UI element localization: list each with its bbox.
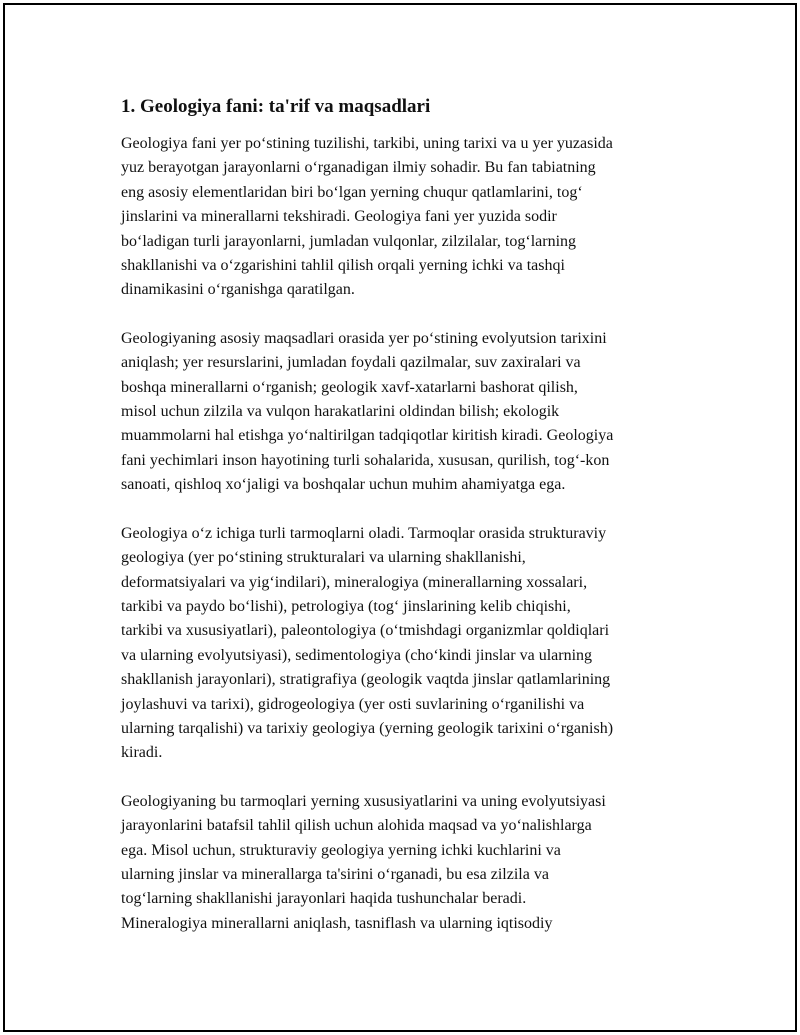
paragraph-spacer [121,303,691,327]
text-line: ega. Misol uchun, strukturaviy geologiya yerning ichki kuchlarini va [121,841,561,859]
text-line: Mineralogiya minerallarni aniqlash, tasniflash va ularning iqtisodiy [121,914,553,932]
paragraph-branch-goals [121,790,691,936]
text-line: tog‘larning shakllanishi jarayonlari haqida tushunchalar beradi. [121,890,527,908]
document-body [121,95,691,936]
text-line: eng asosiy elementlaridan biri bo‘lgan yerning chuqur qatlamlarini, tog‘ [121,183,583,201]
text-line: dinamikasini o‘rganishga qaratilgan. [121,281,355,299]
document-page [3,3,797,1032]
text-line: geologiya (yer po‘stining strukturalari va ularning shakllanishi, [121,549,526,567]
text-line: va ularning evolyutsiyasi), sedimentologiya (cho‘kindi jinslar va ularning [121,646,593,664]
text-line: boshqa minerallarni o‘rganish; geologik xavf-xatarlarni bashorat qilish, [121,378,578,396]
paragraph-goals [121,327,691,498]
text-line: jarayonlarini batafsil tahlil qilish uchun alohida maqsad va yo‘nalishlarga [121,817,592,835]
text-line: shakllanish jarayonlari), stratigrafiya (geologik vaqtda jinslar qatlamlarining [121,671,611,689]
text-line: Geologiyaning asosiy maqsadlari orasida yer po‘stining evolyutsion tarixini [121,329,607,347]
text-line: bo‘ladigan turli jarayonlarni, jumladan vulqonlar, zilzilalar, tog‘larning [121,232,577,250]
text-line: deformatsiyalari va yig‘indilari), mineralogiya (minerallarning xossalari, [121,573,588,591]
text-line: yuz berayotgan jarayonlarni o‘rganadigan ilmiy sohadir. Bu fan tabiatning [121,159,596,177]
paragraph-spacer [121,498,691,522]
section-heading: 1. Geologiya fani: ta'rif va maqsadlari [121,96,431,117]
text-line: ularning tarqalishi) va tarixiy geologiya (yerning geologik tarixini o‘rganish) [121,719,614,737]
text-line: kiradi. [121,744,163,762]
paragraph-branches [121,522,691,766]
text-line: Geologiyaning bu tarmoqlari yerning xususiyatlarini va uning evolyutsiyasi [121,792,606,810]
text-line: Geologiya o‘z ichiga turli tarmoqlarni oladi. Tarmoqlar orasida strukturaviy [121,524,607,542]
text-line: shakllanishi va o‘zgarishini tahlil qilish orqali yerning ichki va tashqi [121,257,565,275]
text-line: misol uchun zilzila va vulqon harakatlarini oldindan bilish; ekologik [121,403,560,421]
paragraph-spacer [121,766,691,790]
text-line: joylashuvi va tarixi), gidrogeologiya (yer osti suvlarining o‘rganilishi va [121,695,585,713]
text-line: Geologiya fani yer po‘stining tuzilishi, tarkibi, uning tarixi va u yer yuzasida [121,135,613,152]
text-line: jinslarini va minerallarni tekshiradi. Geologiya fani yer yuzida sodir [121,208,557,226]
paragraph-definition [121,132,691,303]
text-line: tarkibi va paydo bo‘lishi), petrologiya (tog‘ jinslarining kelib chiqishi, [121,597,571,615]
text-line: fani yechimlari inson hayotining turli sohalarida, xususan, qurilish, tog‘-kon [121,451,610,469]
text-line: muammolarni hal etishga yo‘naltirilgan tadqiqotlar kiritish kiradi. Geologiya [121,427,614,445]
text-line: tarkibi va xususiyatlari), paleontologiya (o‘tmishdagi organizmlar qoldiqlari [121,622,610,640]
text-line: aniqlash; yer resurslarini, jumladan foydali qazilmalar, suv zaxiralari va [121,354,581,372]
text-line: sanoati, qishloq xo‘jaligi va boshqalar uchun muhim ahamiyatga ega. [121,476,566,494]
text-line: ularning jinslar va minerallarga ta'sirini o‘rganadi, bu esa zilzila va [121,865,549,883]
